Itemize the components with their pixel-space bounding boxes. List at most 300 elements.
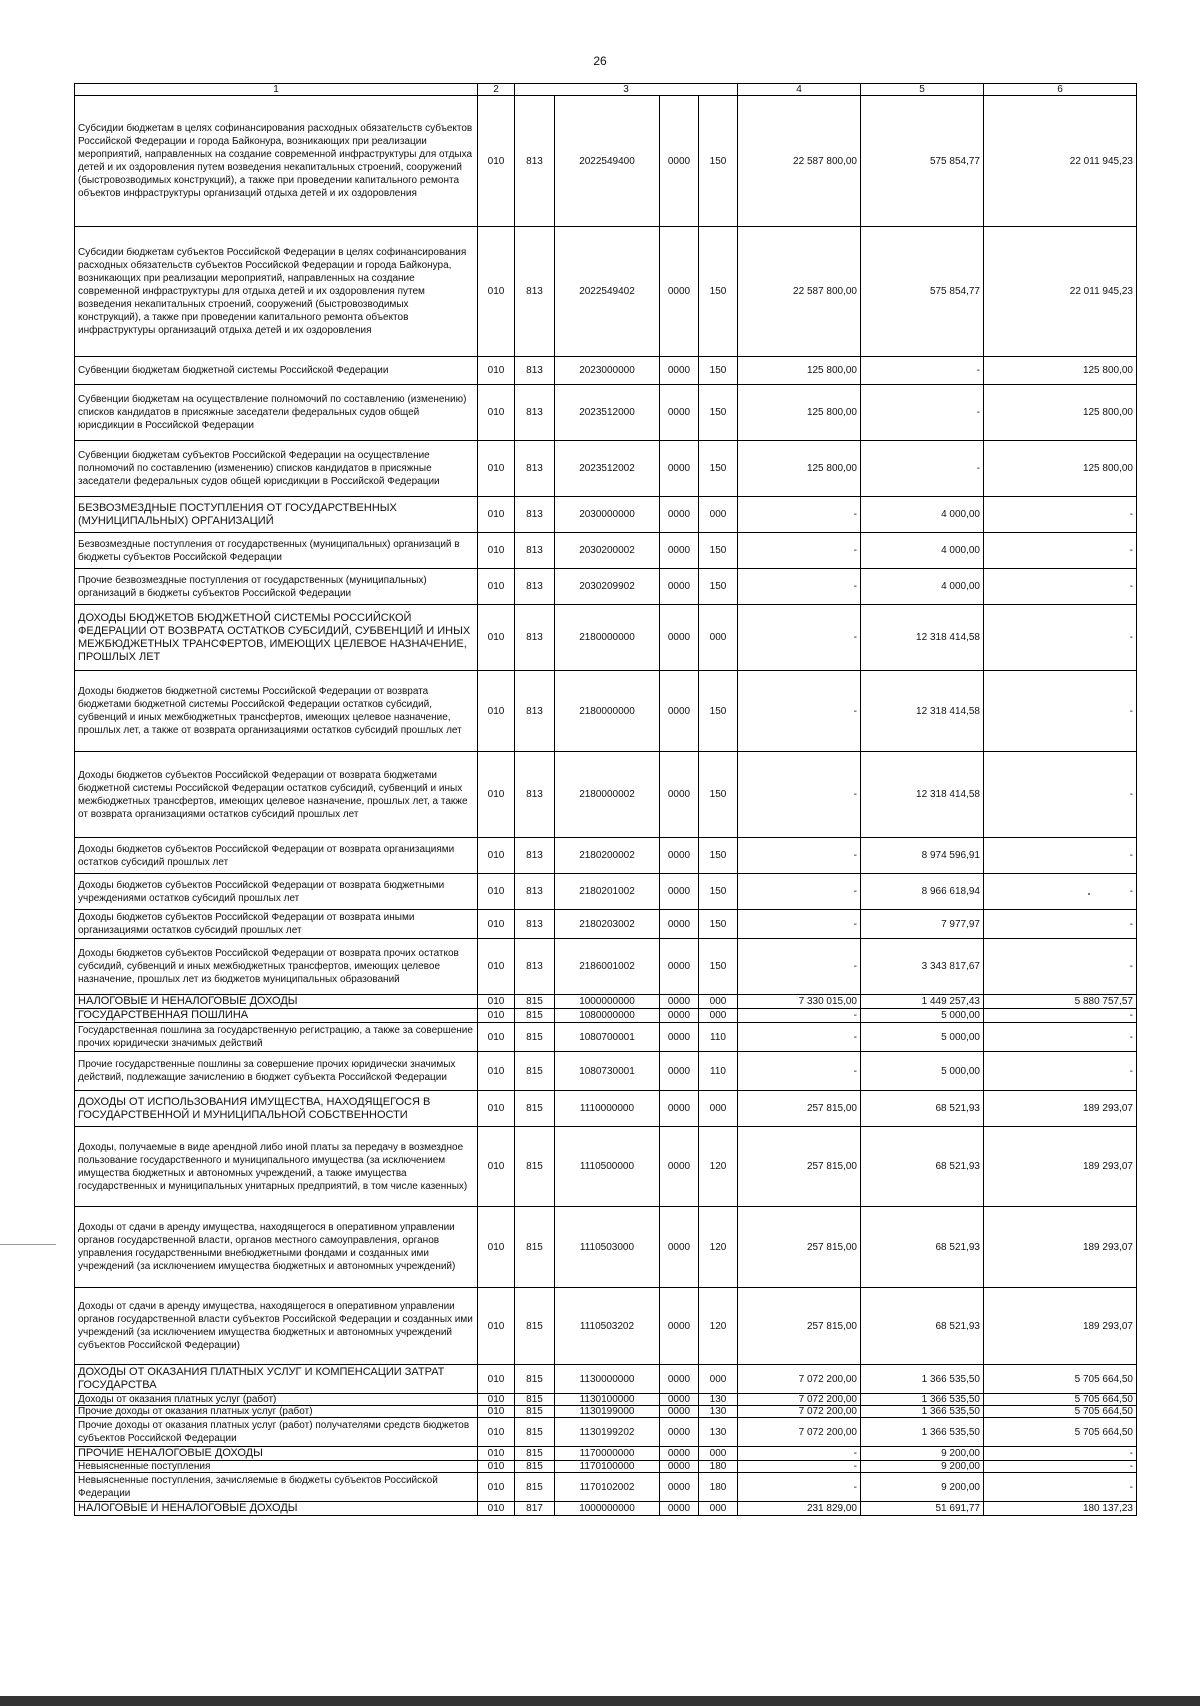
cell-kosgu-code: 150 bbox=[699, 752, 738, 838]
cell-revenue-code: 1080000000 bbox=[555, 1009, 660, 1023]
budget-table-wrapper bbox=[74, 83, 1136, 1516]
page-number: 26 bbox=[593, 54, 607, 68]
cell-col-2: 010 bbox=[478, 1023, 515, 1052]
cell-executed: 1 366 535,50 bbox=[861, 1406, 984, 1418]
table-row bbox=[75, 357, 1137, 385]
cell-executed: 12 318 414,58 bbox=[861, 752, 984, 838]
cell-admin-code: 813 bbox=[515, 533, 555, 569]
cell-col-2: 010 bbox=[478, 752, 515, 838]
cell-approved: 257 815,00 bbox=[738, 1288, 861, 1365]
cell-executed: - bbox=[861, 357, 984, 385]
cell-revenue-code: 2022549402 bbox=[555, 227, 660, 357]
table-row bbox=[75, 96, 1137, 227]
cell-approved: - bbox=[738, 1009, 861, 1023]
table-row bbox=[75, 227, 1137, 357]
cell-remaining: 125 800,00 bbox=[984, 441, 1137, 497]
cell-col-2: 010 bbox=[478, 441, 515, 497]
cell-admin-code: 817 bbox=[515, 1502, 555, 1516]
cell-approved: - bbox=[738, 605, 861, 671]
cell-admin-code: 813 bbox=[515, 939, 555, 995]
cell-col-2: 010 bbox=[478, 1052, 515, 1091]
cell-admin-code: 813 bbox=[515, 910, 555, 939]
cell-col-2: 010 bbox=[478, 838, 515, 874]
cell-remaining: 5 705 664,50 bbox=[984, 1418, 1137, 1447]
cell-executed: - bbox=[861, 385, 984, 441]
cell-col-2: 010 bbox=[478, 357, 515, 385]
cell-col-2: 010 bbox=[478, 385, 515, 441]
cell-indicator-name: НАЛОГОВЫЕ И НЕНАЛОГОВЫЕ ДОХОДЫ bbox=[75, 995, 478, 1009]
cell-col-2: 010 bbox=[478, 995, 515, 1009]
cell-program-code: 0000 bbox=[660, 1461, 699, 1473]
cell-executed: 1 366 535,50 bbox=[861, 1365, 984, 1394]
table-row bbox=[75, 752, 1137, 838]
cell-col-2: 010 bbox=[478, 1394, 515, 1406]
cell-kosgu-code: 000 bbox=[699, 1009, 738, 1023]
cell-approved: - bbox=[738, 671, 861, 752]
cell-approved: 257 815,00 bbox=[738, 1127, 861, 1207]
table-row bbox=[75, 1091, 1137, 1127]
cell-kosgu-code: 180 bbox=[699, 1473, 738, 1502]
cell-approved: - bbox=[738, 1473, 861, 1502]
cell-col-2: 010 bbox=[478, 874, 515, 910]
table-row bbox=[75, 569, 1137, 605]
cell-indicator-name: Субвенции бюджетам субъектов Российской Федерации на осуществление полномочий по составлению (изменению) списков кандидатов в присяжные заседатели федеральных судов общей юрисдикции в Российской Федерации bbox=[75, 441, 478, 497]
cell-executed: 9 200,00 bbox=[861, 1461, 984, 1473]
table-row bbox=[75, 1502, 1137, 1516]
cell-kosgu-code: 110 bbox=[699, 1023, 738, 1052]
cell-indicator-name: Прочие доходы от оказания платных услуг (работ) получателями средств бюджетов субъектов Российской Федерации bbox=[75, 1418, 478, 1447]
cell-col-2: 010 bbox=[478, 1127, 515, 1207]
cell-col-2: 010 bbox=[478, 1091, 515, 1127]
cell-remaining: 189 293,07 bbox=[984, 1127, 1137, 1207]
cell-program-code: 0000 bbox=[660, 939, 699, 995]
cell-executed: 1 366 535,50 bbox=[861, 1394, 984, 1406]
cell-indicator-name: Доходы от оказания платных услуг (работ) bbox=[75, 1394, 478, 1406]
cell-program-code: 0000 bbox=[660, 752, 699, 838]
cell-admin-code: 813 bbox=[515, 227, 555, 357]
cell-kosgu-code: 120 bbox=[699, 1127, 738, 1207]
cell-program-code: 0000 bbox=[660, 910, 699, 939]
cell-indicator-name: ДОХОДЫ ОТ ИСПОЛЬЗОВАНИЯ ИМУЩЕСТВА, НАХОДЯЩЕГОСЯ В ГОСУДАРСТВЕННОЙ И МУНИЦИПАЛЬНОЙ СОБСТВЕННОСТИ bbox=[75, 1091, 478, 1127]
cell-program-code: 0000 bbox=[660, 1288, 699, 1365]
header-col-2: 2 bbox=[478, 84, 515, 96]
cell-revenue-code: 1080730001 bbox=[555, 1052, 660, 1091]
header-col-4: 4 bbox=[738, 84, 861, 96]
cell-kosgu-code: 000 bbox=[699, 497, 738, 533]
header-col-6: 6 bbox=[984, 84, 1137, 96]
cell-approved: - bbox=[738, 838, 861, 874]
cell-kosgu-code: 150 bbox=[699, 569, 738, 605]
cell-program-code: 0000 bbox=[660, 1009, 699, 1023]
cell-admin-code: 813 bbox=[515, 752, 555, 838]
cell-col-2: 010 bbox=[478, 1009, 515, 1023]
cell-executed: 575 854,77 bbox=[861, 227, 984, 357]
cell-program-code: 0000 bbox=[660, 385, 699, 441]
cell-indicator-name: Прочие доходы от оказания платных услуг (работ) bbox=[75, 1406, 478, 1418]
cell-indicator-name: Субсидии бюджетам субъектов Российской Федерации в целях софинансирования расходных обязательств субъектов Российской Федерации и города Байконура, возникающих при реализации мероприятий, направленных на создание современной инфраструктуры для отдыха детей и их оздоровления путем возведения некапитальных строений, сооружений (быстровозводимых конструкций), а также при проведении капитального ремонта объектов инфраструктуры организаций отдыха детей и их оздоровления bbox=[75, 227, 478, 357]
cell-program-code: 0000 bbox=[660, 569, 699, 605]
cell-remaining: - bbox=[984, 1447, 1137, 1461]
cell-col-2: 010 bbox=[478, 1447, 515, 1461]
cell-program-code: 0000 bbox=[660, 1127, 699, 1207]
table-row bbox=[75, 1394, 1137, 1406]
cell-executed: 5 000,00 bbox=[861, 1023, 984, 1052]
cell-remaining: 189 293,07 bbox=[984, 1207, 1137, 1288]
cell-col-2: 010 bbox=[478, 533, 515, 569]
cell-kosgu-code: 120 bbox=[699, 1288, 738, 1365]
table-row bbox=[75, 1406, 1137, 1418]
table-row bbox=[75, 1207, 1137, 1288]
cell-admin-code: 815 bbox=[515, 1127, 555, 1207]
cell-admin-code: 815 bbox=[515, 1288, 555, 1365]
cell-revenue-code: 2030000000 bbox=[555, 497, 660, 533]
cell-remaining: 22 011 945,23 bbox=[984, 96, 1137, 227]
cell-col-2: 010 bbox=[478, 1461, 515, 1473]
cell-executed: 4 000,00 bbox=[861, 569, 984, 605]
table-row bbox=[75, 1365, 1137, 1394]
cell-remaining: - bbox=[984, 1473, 1137, 1502]
cell-revenue-code: 1130100000 bbox=[555, 1394, 660, 1406]
cell-executed: 8 974 596,91 bbox=[861, 838, 984, 874]
table-row bbox=[75, 1023, 1137, 1052]
cell-admin-code: 815 bbox=[515, 1447, 555, 1461]
cell-executed: 12 318 414,58 bbox=[861, 605, 984, 671]
cell-revenue-code: 2180000000 bbox=[555, 671, 660, 752]
cell-col-2: 010 bbox=[478, 227, 515, 357]
cell-remaining: - bbox=[984, 1023, 1137, 1052]
cell-approved: 7 072 200,00 bbox=[738, 1406, 861, 1418]
cell-program-code: 0000 bbox=[660, 1365, 699, 1394]
cell-revenue-code: 2180203002 bbox=[555, 910, 660, 939]
cell-approved: 7 330 015,00 bbox=[738, 995, 861, 1009]
header-col-1: 1 bbox=[75, 84, 478, 96]
cell-indicator-name: Безвозмездные поступления от государственных (муниципальных) организаций в бюджеты субъектов Российской Федерации bbox=[75, 533, 478, 569]
cell-admin-code: 815 bbox=[515, 1394, 555, 1406]
budget-table bbox=[74, 83, 1137, 1516]
cell-program-code: 0000 bbox=[660, 1447, 699, 1461]
cell-indicator-name: Прочие государственные пошлины за совершение прочих юридически значимых действий, подлежащие зачислению в бюджет субъекта Российской Федерации bbox=[75, 1052, 478, 1091]
cell-revenue-code: 1130000000 bbox=[555, 1365, 660, 1394]
cell-approved: - bbox=[738, 910, 861, 939]
cell-executed: 1 449 257,43 bbox=[861, 995, 984, 1009]
table-row bbox=[75, 441, 1137, 497]
cell-approved: - bbox=[738, 752, 861, 838]
cell-indicator-name: ДОХОДЫ БЮДЖЕТОВ БЮДЖЕТНОЙ СИСТЕМЫ РОССИЙСКОЙ ФЕДЕРАЦИИ ОТ ВОЗВРАТА ОСТАТКОВ СУБСИДИЙ, СУБВЕНЦИЙ И ИНЫХ МЕЖБЮДЖЕТНЫХ ТРАНСФЕРТОВ, ИМЕЮЩИХ ЦЕЛЕВОЕ НАЗНАЧЕНИЕ, ПРОШЛЫХ ЛЕТ bbox=[75, 605, 478, 671]
scan-bottom-edge bbox=[0, 1696, 1200, 1706]
cell-admin-code: 815 bbox=[515, 1461, 555, 1473]
cell-remaining: - bbox=[984, 1009, 1137, 1023]
cell-col-2: 010 bbox=[478, 569, 515, 605]
cell-revenue-code: 2180000002 bbox=[555, 752, 660, 838]
cell-executed: 4 000,00 bbox=[861, 533, 984, 569]
cell-remaining: - bbox=[984, 533, 1137, 569]
cell-kosgu-code: 000 bbox=[699, 605, 738, 671]
cell-col-2: 010 bbox=[478, 1406, 515, 1418]
cell-admin-code: 815 bbox=[515, 995, 555, 1009]
cell-executed: 9 200,00 bbox=[861, 1473, 984, 1502]
table-row bbox=[75, 1461, 1137, 1473]
cell-approved: 257 815,00 bbox=[738, 1091, 861, 1127]
table-row bbox=[75, 385, 1137, 441]
table-row bbox=[75, 1127, 1137, 1207]
cell-executed: 5 000,00 bbox=[861, 1052, 984, 1091]
cell-approved: - bbox=[738, 569, 861, 605]
cell-indicator-name: Доходы от сдачи в аренду имущества, находящегося в оперативном управлении органов государственной власти, органов местного самоуправления, органов управления государственными внебюджетными фондами и созданных ими учреждений (за исключением имущества бюджетных и автономных учреждений) bbox=[75, 1207, 478, 1288]
cell-revenue-code: 1110503202 bbox=[555, 1288, 660, 1365]
cell-indicator-name: Невыясненные поступления bbox=[75, 1461, 478, 1473]
cell-remaining: 180 137,23 bbox=[984, 1502, 1137, 1516]
cell-kosgu-code: 110 bbox=[699, 1052, 738, 1091]
cell-col-2: 010 bbox=[478, 497, 515, 533]
cell-kosgu-code: 150 bbox=[699, 357, 738, 385]
cell-kosgu-code: 150 bbox=[699, 671, 738, 752]
cell-remaining: - bbox=[984, 569, 1137, 605]
cell-indicator-name: Доходы от сдачи в аренду имущества, находящегося в оперативном управлении органов государственной власти субъектов Российской Федерации и созданных ими учреждений (за исключением имущества бюджетных и автономных учреждений субъектов Российской Федерации) bbox=[75, 1288, 478, 1365]
cell-indicator-name: Субсидии бюджетам в целях софинансирования расходных обязательств субъектов Российской Федерации и города Байконура, возникающих при реализации мероприятий, направленных на создание современной инфраструктуры для отдыха детей и их оздоровления путем возведения некапитальных строений, сооружений (быстровозводимых конструкций), а также при проведении капитального ремонта объектов инфраструктуры организаций отдыха детей и их оздоровления bbox=[75, 96, 478, 227]
cell-approved: - bbox=[738, 874, 861, 910]
cell-revenue-code: 1130199202 bbox=[555, 1418, 660, 1447]
cell-kosgu-code: 130 bbox=[699, 1406, 738, 1418]
cell-program-code: 0000 bbox=[660, 1091, 699, 1127]
table-row bbox=[75, 1288, 1137, 1365]
cell-col-2: 010 bbox=[478, 1207, 515, 1288]
table-row bbox=[75, 671, 1137, 752]
cell-revenue-code: 2030200002 bbox=[555, 533, 660, 569]
cell-remaining: 125 800,00 bbox=[984, 357, 1137, 385]
cell-revenue-code: 1080700001 bbox=[555, 1023, 660, 1052]
cell-col-2: 010 bbox=[478, 1288, 515, 1365]
cell-executed: 3 343 817,67 bbox=[861, 939, 984, 995]
cell-program-code: 0000 bbox=[660, 838, 699, 874]
cell-admin-code: 815 bbox=[515, 1009, 555, 1023]
cell-admin-code: 813 bbox=[515, 96, 555, 227]
cell-admin-code: 815 bbox=[515, 1473, 555, 1502]
cell-col-2: 010 bbox=[478, 1473, 515, 1502]
cell-program-code: 0000 bbox=[660, 605, 699, 671]
table-row bbox=[75, 1052, 1137, 1091]
cell-remaining: - bbox=[984, 1052, 1137, 1091]
cell-col-2: 010 bbox=[478, 1502, 515, 1516]
cell-approved: - bbox=[738, 1052, 861, 1091]
cell-indicator-name: БЕЗВОЗМЕЗДНЫЕ ПОСТУПЛЕНИЯ ОТ ГОСУДАРСТВЕННЫХ (МУНИЦИПАЛЬНЫХ) ОРГАНИЗАЦИЙ bbox=[75, 497, 478, 533]
cell-revenue-code: 2180201002 bbox=[555, 874, 660, 910]
cell-executed: 51 691,77 bbox=[861, 1502, 984, 1516]
cell-revenue-code: 1110000000 bbox=[555, 1091, 660, 1127]
cell-approved: 125 800,00 bbox=[738, 385, 861, 441]
cell-indicator-name: ДОХОДЫ ОТ ОКАЗАНИЯ ПЛАТНЫХ УСЛУГ И КОМПЕНСАЦИИ ЗАТРАТ ГОСУДАРСТВА bbox=[75, 1365, 478, 1394]
cell-program-code: 0000 bbox=[660, 1023, 699, 1052]
cell-program-code: 0000 bbox=[660, 96, 699, 227]
cell-indicator-name: Невыясненные поступления, зачисляемые в бюджеты субъектов Российской Федерации bbox=[75, 1473, 478, 1502]
cell-kosgu-code: 150 bbox=[699, 910, 738, 939]
cell-remaining: - bbox=[984, 605, 1137, 671]
cell-admin-code: 813 bbox=[515, 569, 555, 605]
cell-revenue-code: 1170102002 bbox=[555, 1473, 660, 1502]
cell-revenue-code: 1000000000 bbox=[555, 1502, 660, 1516]
cell-executed: 9 200,00 bbox=[861, 1447, 984, 1461]
cell-kosgu-code: 000 bbox=[699, 1502, 738, 1516]
cell-kosgu-code: 150 bbox=[699, 874, 738, 910]
cell-revenue-code: 2023512002 bbox=[555, 441, 660, 497]
cell-kosgu-code: 000 bbox=[699, 1447, 738, 1461]
cell-indicator-name: Доходы бюджетов субъектов Российской Федерации от возврата прочих остатков субсидий, субвенций и иных межбюджетных трансфертов, имеющих целевое назначение, прошлых лет из бюджетов муниципальных образований bbox=[75, 939, 478, 995]
cell-approved: 231 829,00 bbox=[738, 1502, 861, 1516]
scan-margin-mark bbox=[0, 1244, 56, 1245]
cell-program-code: 0000 bbox=[660, 533, 699, 569]
cell-revenue-code: 2180200002 bbox=[555, 838, 660, 874]
cell-admin-code: 813 bbox=[515, 838, 555, 874]
cell-remaining: 5 705 664,50 bbox=[984, 1394, 1137, 1406]
cell-col-2: 010 bbox=[478, 605, 515, 671]
cell-kosgu-code: 000 bbox=[699, 1091, 738, 1127]
cell-indicator-name: ПРОЧИЕ НЕНАЛОГОВЫЕ ДОХОДЫ bbox=[75, 1447, 478, 1461]
cell-remaining: - bbox=[984, 838, 1137, 874]
cell-revenue-code: 1170100000 bbox=[555, 1461, 660, 1473]
cell-admin-code: 813 bbox=[515, 605, 555, 671]
table-row bbox=[75, 874, 1137, 910]
cell-approved: 7 072 200,00 bbox=[738, 1365, 861, 1394]
cell-indicator-name: Доходы бюджетов субъектов Российской Федерации от возврата бюджетными учреждениями остатков субсидий прошлых лет bbox=[75, 874, 478, 910]
cell-remaining: - bbox=[984, 497, 1137, 533]
cell-approved: 7 072 200,00 bbox=[738, 1394, 861, 1406]
cell-remaining: - bbox=[984, 752, 1137, 838]
cell-program-code: 0000 bbox=[660, 1502, 699, 1516]
table-body bbox=[75, 84, 1137, 1516]
cell-approved: 22 587 800,00 bbox=[738, 227, 861, 357]
cell-approved: 22 587 800,00 bbox=[738, 96, 861, 227]
cell-indicator-name: Доходы бюджетов субъектов Российской Федерации от возврата иными организациями остатков субсидий прошлых лет bbox=[75, 910, 478, 939]
cell-indicator-name: Доходы, получаемые в виде арендной либо иной платы за передачу в возмездное пользование государственного и муниципального имущества (за исключением имущества бюджетных и автономных учреждений, а также имущества государственных и муниципальных унитарных предприятий, в том числе казенных) bbox=[75, 1127, 478, 1207]
cell-approved: - bbox=[738, 939, 861, 995]
cell-program-code: 0000 bbox=[660, 1473, 699, 1502]
table-row bbox=[75, 995, 1137, 1009]
cell-approved: - bbox=[738, 1023, 861, 1052]
cell-admin-code: 813 bbox=[515, 874, 555, 910]
cell-revenue-code: 1130199000 bbox=[555, 1406, 660, 1418]
cell-kosgu-code: 180 bbox=[699, 1461, 738, 1473]
cell-indicator-name: НАЛОГОВЫЕ И НЕНАЛОГОВЫЕ ДОХОДЫ bbox=[75, 1502, 478, 1516]
cell-revenue-code: 2023512000 bbox=[555, 385, 660, 441]
cell-indicator-name: Доходы бюджетов субъектов Российской Федерации от возврата бюджетами бюджетной системы Российской Федерации остатков субсидий, субвенций и иных межбюджетных трансфертов, имеющих целевое назначение, прошлых лет, а также от возврата организациями остатков субсидий прошлых лет bbox=[75, 752, 478, 838]
table-row bbox=[75, 1473, 1137, 1502]
cell-indicator-name: Доходы бюджетов субъектов Российской Федерации от возврата организациями остатков субсидий прошлых лет bbox=[75, 838, 478, 874]
cell-revenue-code: 1110503000 bbox=[555, 1207, 660, 1288]
cell-indicator-name: Государственная пошлина за государственную регистрацию, а также за совершение прочих юридически значимых действий bbox=[75, 1023, 478, 1052]
table-row bbox=[75, 605, 1137, 671]
cell-kosgu-code: 120 bbox=[699, 1207, 738, 1288]
cell-remaining: 5 880 757,57 bbox=[984, 995, 1137, 1009]
cell-executed: 8 966 618,94 bbox=[861, 874, 984, 910]
cell-executed: 68 521,93 bbox=[861, 1288, 984, 1365]
table-row bbox=[75, 1009, 1137, 1023]
cell-col-2: 010 bbox=[478, 1418, 515, 1447]
cell-indicator-name: Субвенции бюджетам бюджетной системы Российской Федерации bbox=[75, 357, 478, 385]
cell-kosgu-code: 150 bbox=[699, 96, 738, 227]
cell-col-2: 010 bbox=[478, 939, 515, 995]
cell-program-code: 0000 bbox=[660, 874, 699, 910]
cell-admin-code: 813 bbox=[515, 385, 555, 441]
cell-executed: 575 854,77 bbox=[861, 96, 984, 227]
table-row bbox=[75, 497, 1137, 533]
cell-admin-code: 815 bbox=[515, 1091, 555, 1127]
cell-revenue-code: 2180000000 bbox=[555, 605, 660, 671]
cell-indicator-name: Прочие безвозмездные поступления от государственных (муниципальных) организаций в бюджеты субъектов Российской Федерации bbox=[75, 569, 478, 605]
cell-remaining: 189 293,07 bbox=[984, 1288, 1137, 1365]
cell-program-code: 0000 bbox=[660, 227, 699, 357]
cell-kosgu-code: 000 bbox=[699, 995, 738, 1009]
cell-approved: 125 800,00 bbox=[738, 357, 861, 385]
header-col-3: 3 bbox=[515, 84, 738, 96]
cell-executed: 7 977,97 bbox=[861, 910, 984, 939]
table-row bbox=[75, 533, 1137, 569]
cell-col-2: 010 bbox=[478, 910, 515, 939]
scan-speck bbox=[1088, 893, 1090, 895]
table-row bbox=[75, 910, 1137, 939]
cell-approved: - bbox=[738, 1461, 861, 1473]
cell-admin-code: 815 bbox=[515, 1365, 555, 1394]
column-number-header bbox=[75, 84, 1137, 96]
cell-col-2: 010 bbox=[478, 671, 515, 752]
cell-revenue-code: 1000000000 bbox=[555, 995, 660, 1009]
cell-kosgu-code: 000 bbox=[699, 1365, 738, 1394]
cell-kosgu-code: 150 bbox=[699, 441, 738, 497]
cell-revenue-code: 2023000000 bbox=[555, 357, 660, 385]
cell-executed: 68 521,93 bbox=[861, 1127, 984, 1207]
table-row bbox=[75, 1418, 1137, 1447]
cell-executed: - bbox=[861, 441, 984, 497]
cell-revenue-code: 1170000000 bbox=[555, 1447, 660, 1461]
cell-revenue-code: 1110500000 bbox=[555, 1127, 660, 1207]
cell-program-code: 0000 bbox=[660, 1394, 699, 1406]
cell-program-code: 0000 bbox=[660, 357, 699, 385]
cell-program-code: 0000 bbox=[660, 1406, 699, 1418]
cell-approved: 125 800,00 bbox=[738, 441, 861, 497]
cell-col-2: 010 bbox=[478, 1365, 515, 1394]
cell-program-code: 0000 bbox=[660, 995, 699, 1009]
cell-approved: - bbox=[738, 533, 861, 569]
cell-indicator-name: ГОСУДАРСТВЕННАЯ ПОШЛИНА bbox=[75, 1009, 478, 1023]
table-row bbox=[75, 939, 1137, 995]
cell-kosgu-code: 150 bbox=[699, 533, 738, 569]
cell-approved: - bbox=[738, 497, 861, 533]
cell-remaining: 5 705 664,50 bbox=[984, 1365, 1137, 1394]
cell-remaining: - bbox=[984, 1461, 1137, 1473]
cell-executed: 12 318 414,58 bbox=[861, 671, 984, 752]
cell-approved: - bbox=[738, 1447, 861, 1461]
cell-approved: 257 815,00 bbox=[738, 1207, 861, 1288]
cell-executed: 4 000,00 bbox=[861, 497, 984, 533]
cell-program-code: 0000 bbox=[660, 1418, 699, 1447]
cell-kosgu-code: 150 bbox=[699, 385, 738, 441]
cell-program-code: 0000 bbox=[660, 497, 699, 533]
cell-admin-code: 813 bbox=[515, 497, 555, 533]
table-row bbox=[75, 1447, 1137, 1461]
cell-kosgu-code: 150 bbox=[699, 838, 738, 874]
cell-executed: 68 521,93 bbox=[861, 1091, 984, 1127]
cell-remaining: - bbox=[984, 910, 1137, 939]
cell-remaining: 5 705 664,50 bbox=[984, 1406, 1137, 1418]
cell-executed: 1 366 535,50 bbox=[861, 1418, 984, 1447]
cell-admin-code: 815 bbox=[515, 1052, 555, 1091]
cell-revenue-code: 2030209902 bbox=[555, 569, 660, 605]
cell-kosgu-code: 130 bbox=[699, 1418, 738, 1447]
cell-kosgu-code: 150 bbox=[699, 227, 738, 357]
cell-remaining: 125 800,00 bbox=[984, 385, 1137, 441]
cell-executed: 68 521,93 bbox=[861, 1207, 984, 1288]
cell-admin-code: 815 bbox=[515, 1418, 555, 1447]
cell-program-code: 0000 bbox=[660, 1052, 699, 1091]
cell-remaining: - bbox=[984, 874, 1137, 910]
